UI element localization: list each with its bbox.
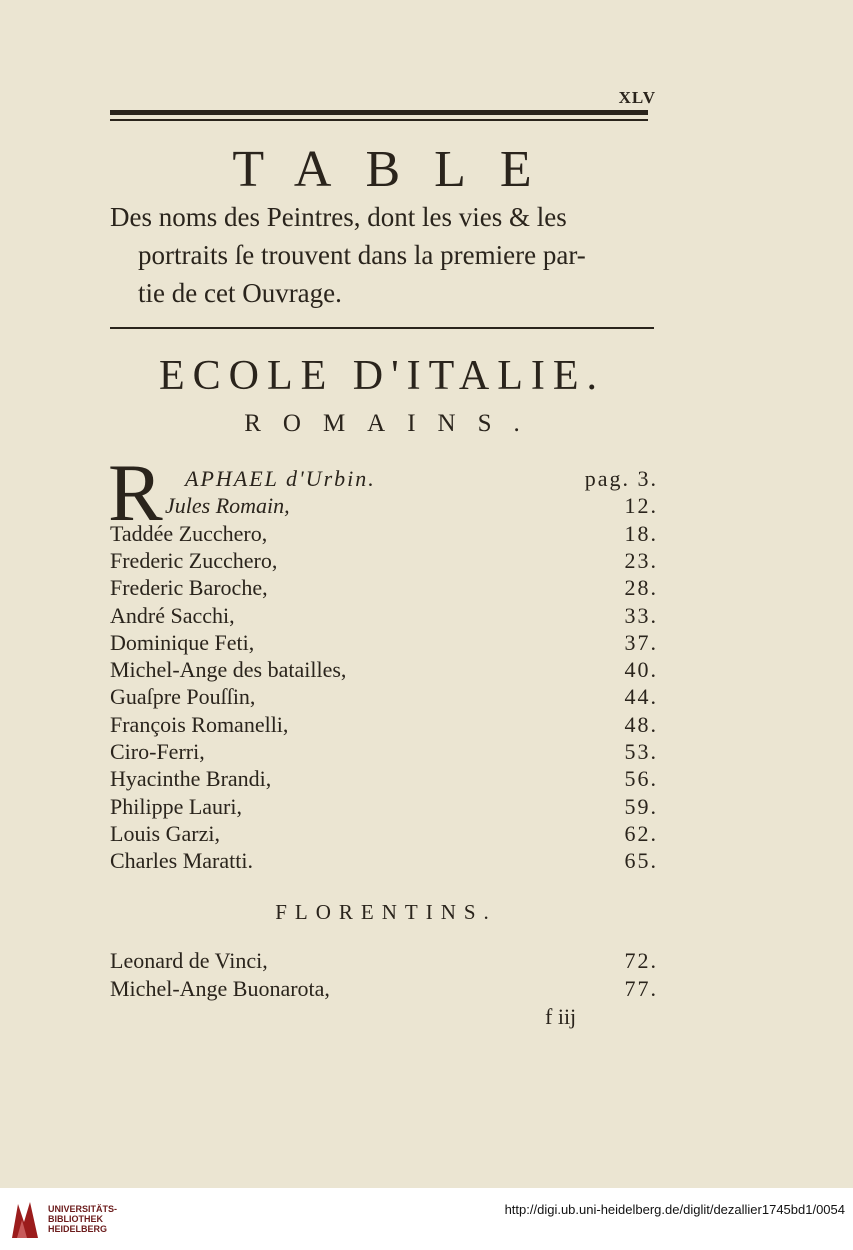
section-heading-florentins: FLORENTINS.	[275, 900, 497, 924]
list-item	[110, 601, 658, 631]
entry-name: Charles Maratti.	[110, 848, 253, 874]
entry-name: Louis Garzi,	[110, 820, 220, 846]
source-url[interactable]: http://digi.ub.uni-heidelberg.de/diglit/dezallier1745bd1/0054	[504, 1202, 845, 1217]
logo-line-2: BIBLIOTHEK	[48, 1214, 103, 1224]
list-item	[110, 628, 658, 658]
logo-line-3: HEIDELBERG	[48, 1224, 108, 1234]
entry-name: André Sacchi,	[110, 602, 235, 628]
list-item	[110, 846, 658, 876]
entry-name: François Romanelli,	[110, 711, 289, 737]
entry-name: Taddée Zucchero,	[110, 520, 268, 546]
entry-name: Philippe Lauri,	[110, 793, 242, 819]
entry-page: 48.	[624, 711, 658, 737]
list-item	[110, 710, 658, 740]
entry-name: Guaſpre Pouſſin,	[110, 684, 256, 710]
entry-name: Frederic Baroche,	[110, 575, 268, 601]
entry-page: 40.	[624, 657, 658, 683]
entry-page: 23.	[624, 547, 658, 573]
signature-mark: f iij	[545, 1004, 577, 1029]
subtitle-line-3: tie de cet Ouvrage.	[138, 278, 342, 308]
entry-page: 12.	[624, 493, 658, 519]
entry-page: pag. 3.	[584, 466, 658, 491]
list-item	[110, 819, 658, 849]
entry-page: 72.	[624, 948, 658, 973]
entry-name: Michel-Ange Buonarota,	[110, 976, 330, 1001]
entry-page: 37.	[624, 629, 658, 655]
entry-page: 18.	[624, 520, 658, 546]
entry-name: Ciro-Ferri,	[110, 739, 205, 764]
entry-name: Leonard de Vinci,	[110, 948, 268, 973]
entry-page: 56.	[624, 766, 658, 792]
entry-name: Dominique Feti,	[110, 629, 255, 655]
list-item	[110, 519, 658, 549]
subtitle-line-1: Des noms des Peintres, dont les vies & les	[110, 202, 567, 232]
subtitle-line-2: portraits ſe trouvent dans la premiere par-	[138, 240, 586, 270]
library-footer	[0, 1188, 853, 1250]
list-item	[110, 546, 658, 576]
list-item	[110, 764, 658, 794]
list-item	[110, 655, 658, 685]
entry-name: Jules Romain,	[165, 493, 290, 519]
dropcap: R	[108, 447, 163, 538]
entry-page: 28.	[624, 575, 658, 601]
entry-page: 77.	[624, 976, 658, 1001]
entry-name: APHAEL d'Urbin.	[185, 466, 376, 491]
library-logo-text	[48, 1204, 117, 1234]
list-item	[110, 682, 658, 712]
logo-line-1: UNIVERSITÄTS-	[48, 1204, 118, 1214]
entry-page: 53.	[624, 739, 658, 764]
entry-page: 44.	[624, 684, 658, 710]
school-heading: ECOLE D'ITALIE.	[158, 353, 606, 399]
section-heading-romains: ROMAINS.	[244, 410, 542, 437]
list-item	[110, 464, 658, 494]
entry-page: 33.	[624, 602, 658, 628]
list-item	[110, 737, 658, 767]
list-item	[110, 974, 658, 1004]
page-title: TABLE	[232, 141, 566, 198]
list-item	[110, 573, 658, 603]
entry-name: Hyacinthe Brandi,	[110, 766, 272, 792]
entry-name: Michel-Ange des batailles,	[110, 657, 347, 683]
entry-page: 65.	[624, 848, 658, 874]
entry-name: Frederic Zucchero,	[110, 547, 278, 573]
entry-page: 59.	[624, 793, 658, 819]
entry-page: 62.	[624, 820, 658, 846]
library-logo-icon	[8, 1198, 42, 1242]
list-item	[110, 946, 658, 976]
list-item	[110, 792, 658, 822]
list-item	[110, 491, 658, 521]
page-number: XLV	[618, 88, 656, 107]
